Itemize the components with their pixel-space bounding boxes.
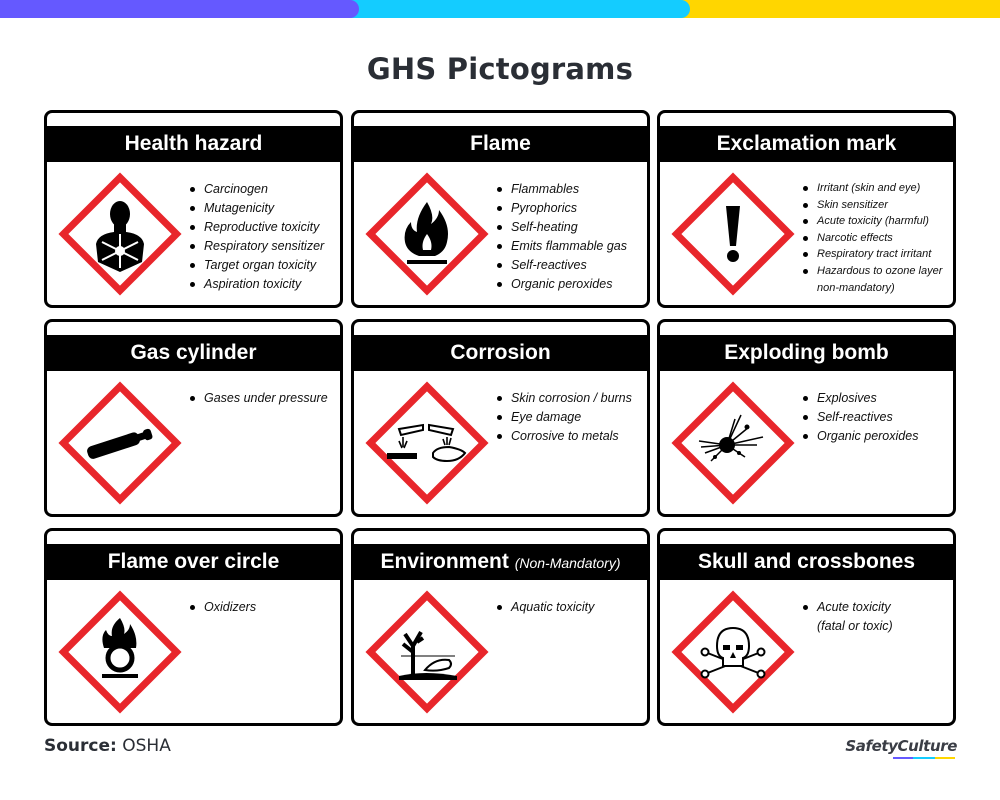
top-bar-cyan-segment [340,0,690,18]
hazard-list [800,389,918,446]
hazard-item: Eye damage [494,408,632,427]
hazard-item-continuation: (fatal or toxic) [817,619,893,633]
hazard-list [800,598,893,636]
source-credit [44,736,171,756]
card-title: Skull and crossbones [660,544,953,580]
hazard-item: Flammables [494,180,627,199]
hazard-item: Aquatic toxicity [494,598,594,617]
hazard-item: Skin sensitizer [800,197,942,214]
top-color-bar [0,0,1000,18]
exploding-bomb-icon [671,381,795,505]
hazard-item: Self-heating [494,218,627,237]
hazard-list [800,180,942,296]
hazard-item: Respiratory sensitizer [187,237,324,256]
top-bar-yellow-segment [660,0,1000,18]
card-skull-and-crossbones [657,528,956,726]
source-label: Source: [44,736,117,756]
card-title-note: (Non-Mandatory) [514,555,621,571]
hazard-list [187,180,324,294]
brand-underline-cyan [913,757,935,759]
hazard-item: Gases under pressure [187,389,328,408]
hazard-item: Carcinogen [187,180,324,199]
source-value: OSHA [122,736,171,756]
hazard-item: Emits flammable gas [494,237,627,256]
card-health-hazard [44,110,343,308]
hazard-item: Organic peroxides [494,275,627,294]
hazard-item: Self-reactives [800,408,918,427]
hazard-item-continuation: non-mandatory) [817,281,895,294]
flame-icon [365,172,489,296]
card-exclamation-mark [657,110,956,308]
hazard-list [187,389,328,408]
card-title-main: Environment [380,550,509,573]
brand-underline-yellow [935,757,955,759]
card-flame-over-circle [44,528,343,726]
gas-cylinder-icon [58,381,182,505]
card-environment [351,528,650,726]
hazard-item: Target organ toxicity [187,256,324,275]
hazard-item: Skin corrosion / burns [494,389,632,408]
health-hazard-icon [58,172,182,296]
hazard-item: Pyrophorics [494,199,627,218]
skull-and-crossbones-icon [671,590,795,714]
hazard-item: Respiratory tract irritant [800,246,942,263]
environment-icon [365,590,489,714]
hazard-item: Irritant (skin and eye) [800,180,942,197]
hazard-list [494,180,627,294]
hazard-item: Hazardous to ozone layer [800,263,942,280]
hazard-list [494,598,594,617]
hazard-item: Mutagenicity [187,199,324,218]
card-corrosion [351,319,650,517]
brand-logo: SafetyCulture [845,737,957,755]
card-title: Flame [354,126,647,162]
hazard-item: Oxidizers [187,598,256,617]
card-title: Health hazard [47,126,340,162]
page-title: GHS Pictograms [366,52,634,86]
flame-over-circle-icon [58,590,182,714]
card-title [354,544,647,580]
card-title: Exploding bomb [660,335,953,371]
brand-underline-purple [893,757,913,759]
hazard-item: Narcotic effects [800,230,942,247]
hazard-item: Acute toxicity [800,598,893,617]
hazard-item: Self-reactives [494,256,627,275]
card-title: Flame over circle [47,544,340,580]
hazard-item: Explosives [800,389,918,408]
hazard-item: Acute toxicity (harmful) [800,213,942,230]
corrosion-icon [365,381,489,505]
card-exploding-bomb [657,319,956,517]
top-bar-purple-segment [0,0,359,18]
card-title: Gas cylinder [47,335,340,371]
card-gas-cylinder [44,319,343,517]
hazard-list [494,389,632,446]
hazard-item: Aspiration toxicity [187,275,324,294]
card-flame [351,110,650,308]
hazard-item: Corrosive to metals [494,427,632,446]
hazard-item: Organic peroxides [800,427,918,446]
exclamation-mark-icon [671,172,795,296]
card-title: Corrosion [354,335,647,371]
hazard-item: Reproductive toxicity [187,218,324,237]
hazard-list [187,598,256,617]
card-title: Exclamation mark [660,126,953,162]
